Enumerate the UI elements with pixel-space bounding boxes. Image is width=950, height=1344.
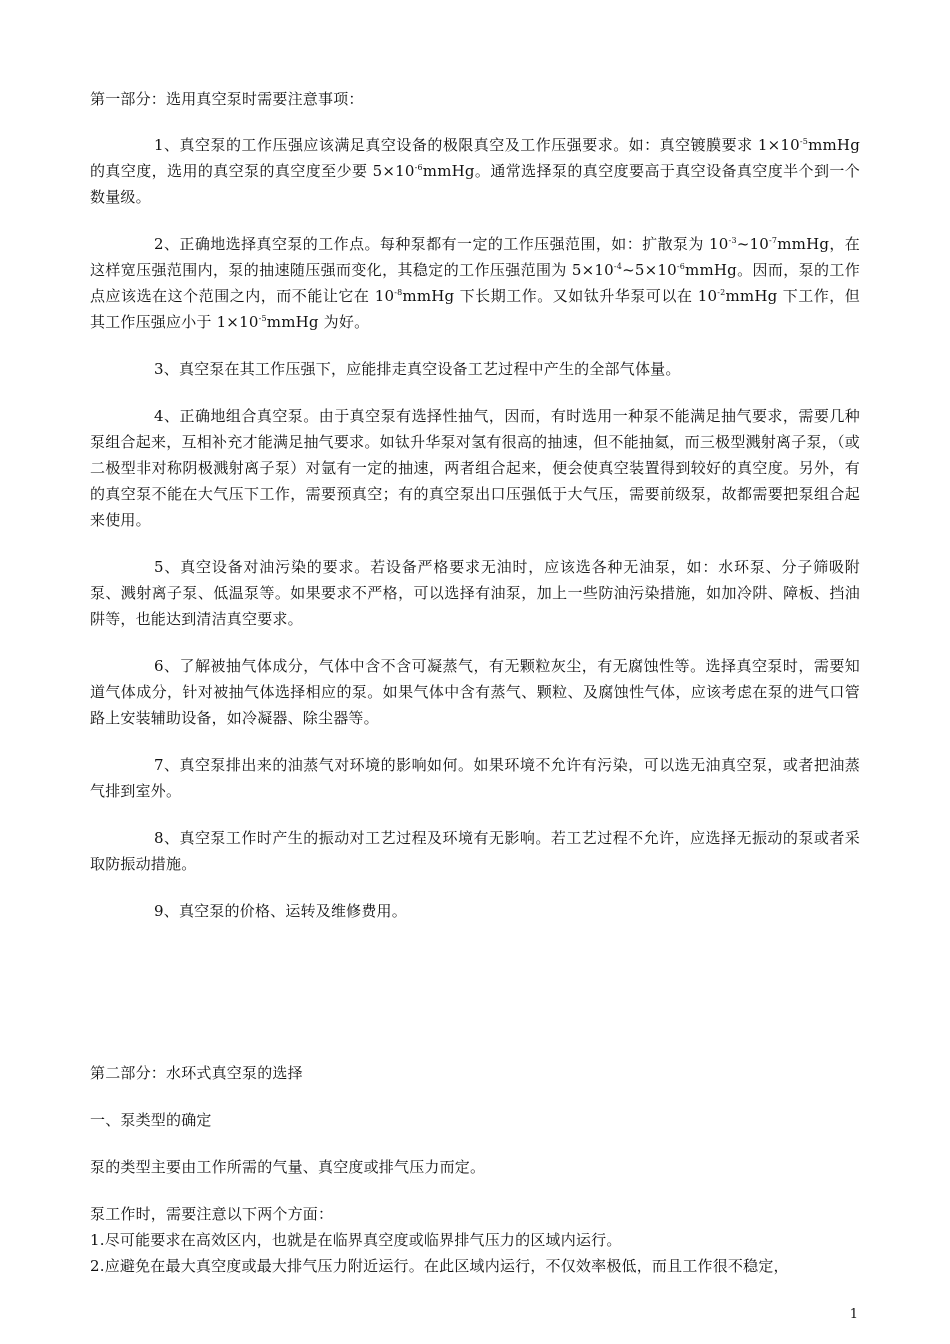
paragraph-4: 4、正确地组合真空泵。由于真空泵有选择性抽气，因而，有时选用一种泵不能满足抽气要求，需要几种泵组合起来，互相补充才能满足抽气要求。如钛升华泵对氢有很高的抽速，但不能抽氦，而三极型溅射离子泵，（或二极型非对称阴极溅射离子泵）对氩有一定的抽速，两者组合起来，便会使真空装置得到较好的真空度。另外，有的真空泵不能在大气压下工作，需要预真空；有的真空泵出口压强低于大气压，需要前级泵，故都需要把泵组合起来使用。: [90, 407, 860, 529]
paragraph-5: 5、真空设备对油污染的要求。若设备严格要求无油时，应该选各种无油泵，如：水环泵、分子筛吸附泵、溅射离子泵、低温泵等。如果要求不严格，可以选择有油泵，加上一些防油污染措施，如加冷阱、障板、挡油阱等，也能达到清洁真空要求。: [90, 558, 860, 628]
p2-text-b: ~10: [736, 235, 770, 253]
part2-subheading: 一、泵类型的确定: [90, 1111, 212, 1129]
page-number: 1: [849, 1307, 858, 1322]
part2-line-1: 泵的类型主要由工作所需的气量、真空度或排气压力而定。: [90, 1158, 486, 1176]
paragraph-1: [90, 132, 860, 210]
p2-exponent-1: -3: [728, 236, 737, 245]
p2-exponent-3: -4: [613, 262, 623, 271]
p2-text-c: mmHg，在这样宽压强范围内，泵的抽速随压强而变化，其稳定的工作压强范围为 5×10: [90, 235, 860, 279]
p2-text-h: mmHg 为好。: [266, 313, 370, 331]
part2-item-1: 1.尽可能要求在高效区内，也就是在临界真空度或临界排气压力的区域内运行。: [90, 1231, 622, 1249]
document-page: [90, 86, 860, 1279]
p2-text-a: 2、正确地选择真空泵的工作点。每种泵都有一定的工作压强范围，如：扩散泵为 10: [154, 235, 729, 253]
paragraph-3: 3、真空泵在其工作压强下，应能排走真空设备工艺过程中产生的全部气体量。: [154, 360, 681, 378]
part2-heading: 第二部分：水环式真空泵的选择: [90, 1064, 303, 1082]
p1-exponent-1: -5: [799, 137, 809, 146]
part2-line-2: 泵工作时，需要注意以下两个方面：: [90, 1205, 334, 1223]
p2-text-d: ~5×10: [622, 261, 677, 279]
paragraph-2: [90, 231, 860, 335]
p2-text-g: mmHg 下工作，但其工作压强应小于 1×10: [90, 287, 861, 331]
p2-exponent-7: -5: [258, 314, 267, 323]
p1-text-b: mmHg 的真空度，选用的真空泵的真空度至少要 5×10: [90, 136, 860, 180]
section-spacer: [90, 945, 860, 1060]
p2-exponent-6: -2: [717, 288, 726, 297]
p1-text-a: 1、真空泵的工作压强应该满足真空设备的极限真空及工作压强要求。如：真空镀膜要求 1×10: [154, 136, 800, 154]
p2-exponent-4: -6: [676, 262, 686, 271]
p2-text-f: mmHg 下长期工作。又如钛升华泵可以在 10: [402, 287, 718, 305]
p1-exponent-2: -6: [414, 163, 423, 172]
paragraph-7: 7、真空泵排出来的油蒸气对环境的影响如何。如果环境不允许有污染，可以选无油真空泵，或者把油蒸气排到室外。: [90, 756, 860, 800]
paragraph-6: 6、了解被抽气体成分，气体中含不含可凝蒸气，有无颗粒灰尘，有无腐蚀性等。选择真空泵时，需要知道气体成分，针对被抽气体选择相应的泵。如果气体中含有蒸气、颗粒、及腐蚀性气体，应该考虑在泵的进气口管路上安装辅助设备，如冷凝器、除尘器等。: [90, 657, 860, 727]
part1-heading: 第一部分：选用真空泵时需要注意事项：: [90, 90, 364, 108]
p1-text-c: mmHg。通常选择泵的真空度要高于真空设备真空度半个到一个数量级。: [90, 162, 860, 206]
p2-exponent-5: -8: [394, 288, 403, 297]
part2-item-2: 2.应避免在最大真空度或最大排气压力附近运行。在此区域内运行，不仅效率极低，而且工作很不稳定，: [90, 1257, 789, 1275]
p2-text-e: mmHg。因而，泵的工作点应该选在这个范围之内，而不能让它在 10: [90, 261, 860, 305]
paragraph-9: 9、真空泵的价格、运转及维修费用。: [154, 902, 407, 920]
p2-exponent-2: -7: [769, 236, 778, 245]
paragraph-8: 8、真空泵工作时产生的振动对工艺过程及环境有无影响。若工艺过程不允许，应选择无振动的泵或者采取防振动措施。: [90, 829, 860, 873]
